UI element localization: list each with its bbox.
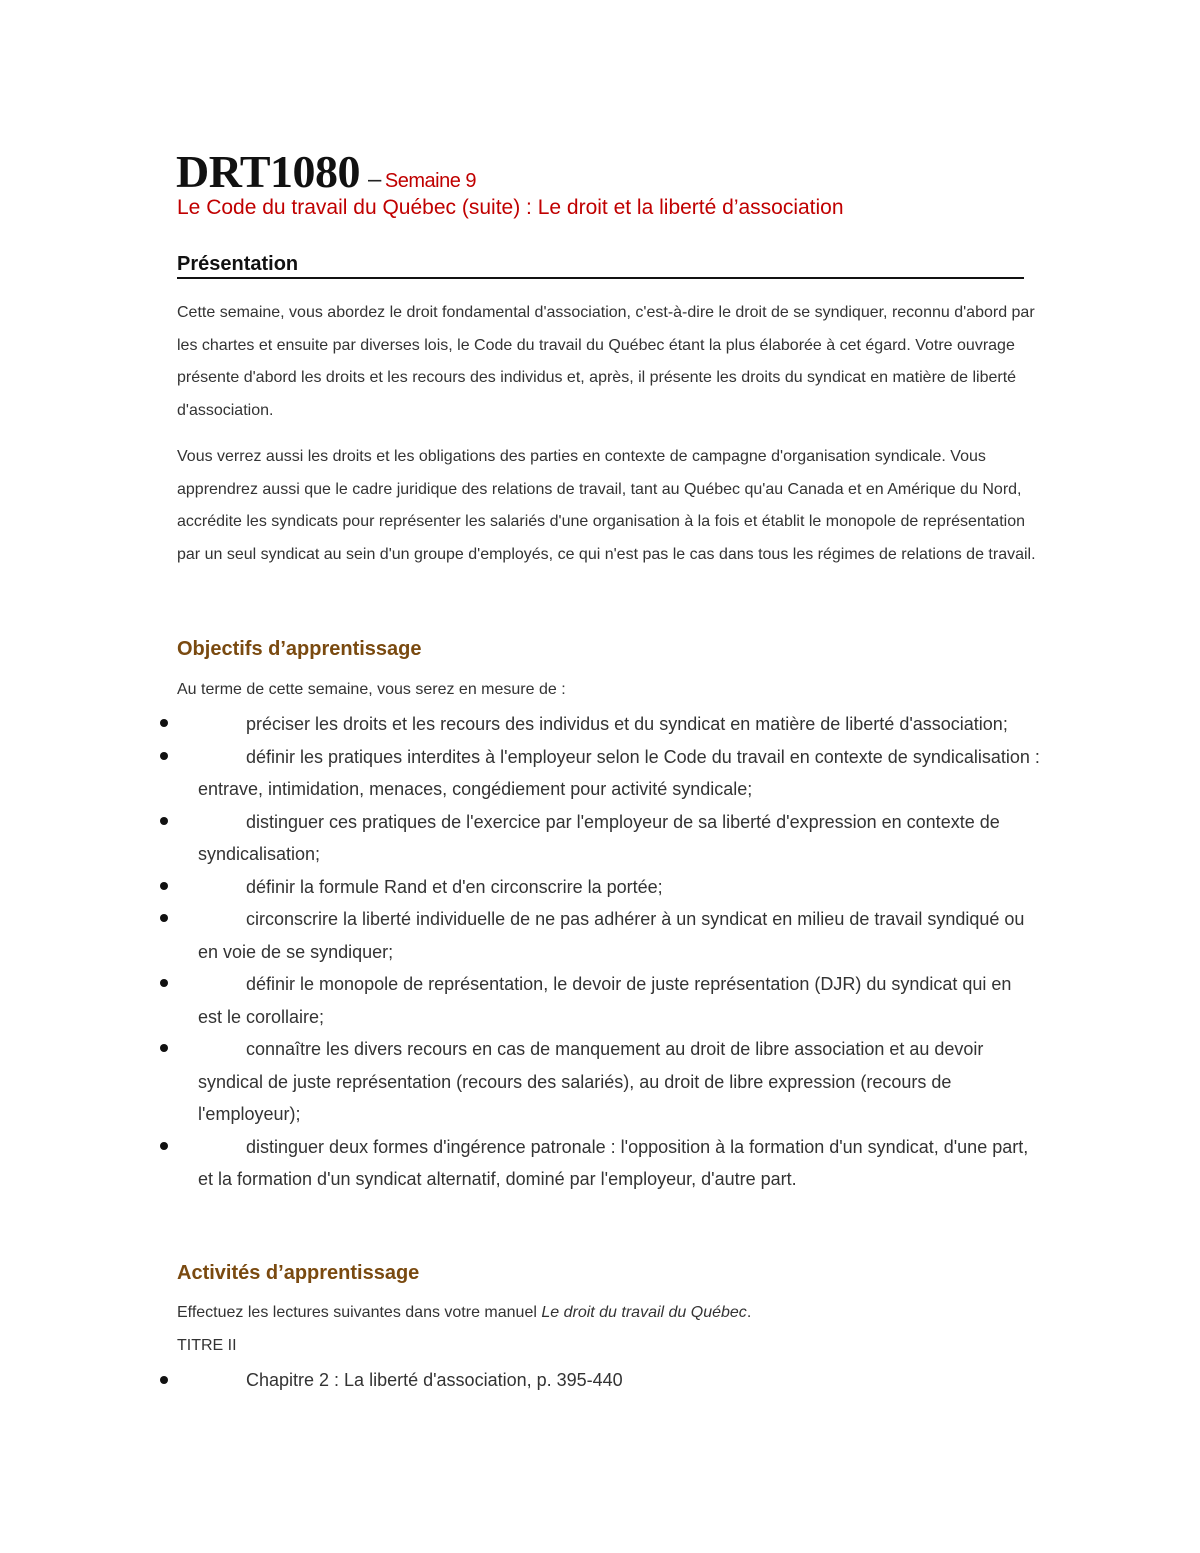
bullet-icon [160, 1142, 168, 1150]
list-item [160, 968, 1040, 1033]
list-item-text: connaître les divers recours en cas de manquement au droit de libre association et au devoir syndical de juste représentation (recours des salariés), au droit de libre expression (recours de l'employeur); [198, 1039, 984, 1124]
bullet-icon [160, 914, 168, 922]
list-item [160, 903, 1040, 968]
list-item [160, 806, 1040, 871]
reading-item [160, 1364, 623, 1396]
bullet-icon [160, 719, 168, 727]
objectifs-list [160, 708, 1040, 1196]
list-item-text: définir le monopole de représentation, le devoir de juste représentation (DJR) du syndicat qui en est le corollaire; [198, 974, 1012, 1027]
section-label: TITRE II [177, 1337, 237, 1354]
book-title: Le droit du travail du Québec [541, 1304, 747, 1321]
list-item-text: circonscrire la liberté individuelle de ne pas adhérer à un syndicat en milieu de travail syndiqué ou en voie de se syndiquer; [198, 909, 1025, 962]
list-item [160, 871, 1040, 904]
presentation-heading: Présentation [177, 251, 1024, 279]
course-code: DRT1080 [176, 146, 361, 197]
list-item-text: définir les pratiques interdites à l'employeur selon le Code du travail en contexte de syndicalisation : entrave, intimidation, menaces, congédiement pour activité syndicale; [198, 746, 1040, 799]
list-item [160, 708, 1040, 741]
bullet-icon [160, 1044, 168, 1052]
bullet-icon [160, 979, 168, 987]
activites-intro-prefix: Effectuez les lectures suivantes dans votre manuel [177, 1304, 542, 1321]
bullet-icon [160, 1376, 168, 1384]
presentation-paragraph-1: Cette semaine, vous abordez le droit fondamental d'association, c'est-à-dire le droit de se syndiquer, reconnu d'abord par les chartes et ensuite par diverses lois, le Code du travail du Québec étant la plus élaborée à cet égard. Votre ouvrage présente d'abord les droits et les recours des individus et, après, il présente les droits du syndicat en matière de liberté d'association. [177, 304, 1035, 419]
list-item-text: préciser les droits et les recours des individus et du syndicat en matière de liberté d'association; [246, 714, 1008, 734]
activites-intro-suffix: . [746, 1304, 752, 1321]
bullet-icon [160, 752, 168, 760]
objectifs-intro: Au terme de cette semaine, vous serez en mesure de : [177, 681, 566, 698]
week-label: Semaine 9 [384, 170, 476, 192]
document-subtitle: Le Code du travail du Québec (suite) : Le droit et la liberté d’association [177, 196, 844, 219]
activites-intro [177, 1300, 751, 1326]
bullet-icon [160, 817, 168, 825]
bullet-icon [160, 882, 168, 890]
list-item-text: distinguer ces pratiques de l'exercice par l'employeur de sa liberté d'expression en contexte de syndicalisation; [198, 811, 1000, 864]
list-item [160, 1131, 1040, 1196]
list-item-text: distinguer deux formes d'ingérence patronale : l'opposition à la formation d'un syndicat, d'une part, et la formation d'un syndicat alternatif, dominé par l'employeur, d'autre part. [198, 1136, 1029, 1189]
presentation-paragraph-2: Vous verrez aussi les droits et les obligations des parties en contexte de campagne d'organisation syndicale. Vous apprendrez aussi que le cadre juridique des relations de travail, tant au Québec qu'au Canada et en Amérique du Nord, accrédite les syndicats pour représenter les salariés d'une organisation à la fois et établit le monopole de représentation par un seul syndicat au sein d'un groupe d'employés, ce qui n'est pas le cas dans tous les régimes de relations de travail. [177, 448, 1036, 563]
objectifs-heading: Objectifs d’apprentissage [177, 638, 422, 660]
list-item [160, 741, 1040, 806]
title-separator: – [368, 166, 381, 193]
list-item [160, 1033, 1040, 1131]
reading-item-text: Chapitre 2 : La liberté d'association, p. 395-440 [246, 1370, 623, 1390]
list-item-text: définir la formule Rand et d'en circonscrire la portée; [246, 876, 663, 897]
activites-heading: Activités d’apprentissage [177, 1262, 420, 1284]
